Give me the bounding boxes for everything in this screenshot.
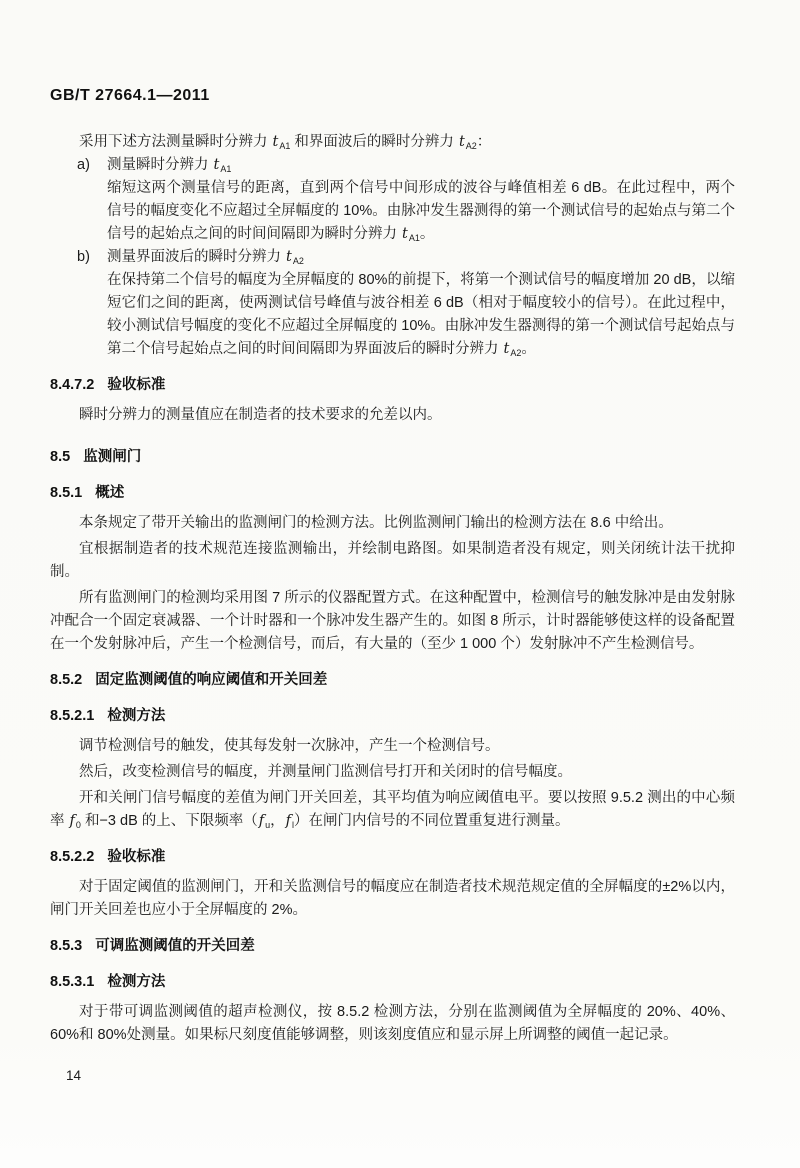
section-heading-8-5-2 [50,669,735,692]
paragraph: 对于固定阈值的监测闸门，开和关监测信号的幅度应在制造者技术规范规定值的全屏幅度的±2%以内，闸门开关回差也应小于全屏幅度的 2%。 [50,879,735,918]
intro-paragraph: 采用下述方法测量瞬时分辨力 $t_{A1}$ 和界面波后的瞬时分辨力 $t_{A2}$： [79,134,492,151]
list-item-b [50,246,735,361]
section-title: 监测闸门 [83,449,142,465]
section-number: 8.5.3.1 [50,974,95,990]
list-marker-b: b) [77,249,90,265]
paragraph: 宜根据制造者的技术规范连接监测输出，并绘制电路图。如果制造者没有规定，则关闭统计法干扰抑制。 [50,541,735,580]
section-number: 8.4.7.2 [50,377,95,393]
standard-number-header: GB/T 27664.1—2011 [50,87,210,104]
section-heading-8-5-3 [50,935,735,958]
section-number: 8.5 [50,449,71,465]
section-heading-8-5-3-1 [50,971,735,994]
section-heading-8-5-2-1 [50,705,735,728]
list-item-b-body: 在保持第二个信号的幅度为全屏幅度的 80%的前提下，将第一个测试信号的幅度增加 20 dB，以缩短它们之间的距离，使两测试信号峰值与波谷相差 6 dB（相对于幅度较小的信号）。在此过程中，较小测试信号幅度的变化不应超过全屏幅度的 10%。由脉冲发生器测得的第一个测试信号起始点与第二个信号起始点之间的时间间隔即为界面波后的瞬时分辨力 $t_{A2}$。 [107,272,735,358]
section-heading-8-5-1 [50,482,735,505]
section-title: 概述 [95,485,125,501]
list-marker-a: a) [77,157,90,173]
page-number: 14 [66,1068,82,1083]
section-title: 验收标准 [107,377,166,393]
section-title: 检测方法 [107,708,166,724]
paragraph: 本条规定了带开关输出的监测闸门的检测方法。比例监测闸门输出的检测方法在 8.6 中给出。 [79,515,673,531]
section-number: 8.5.3 [50,938,83,954]
section-title: 验收标准 [107,849,166,865]
list-item-b-label: 测量界面波后的瞬时分辨力 $t_{A2}$ [107,249,304,266]
list-item-a [50,154,735,246]
section-number: 8.5.2 [50,672,83,688]
list-item-a-label: 测量瞬时分辨力 $t_{A1}$ [107,157,232,174]
section-title: 可调监测阈值的开关回差 [95,938,255,954]
section-heading-8-5 [50,446,735,469]
paragraph: 所有监测闸门的检测均采用图 7 所示的仪器配置方式。在这种配置中，检测信号的触发脉冲是由发射脉冲配合一个固定衰减器、一个计时器和一个脉冲发生器产生的。如图 8 所示，计时器能够使这样的设备配置在一个发射脉冲后，产生一个检测信号，而后，有大量的（至少 1 000 个）发射脉冲不产生检测信号。 [50,590,735,652]
paragraph: 然后，改变检测信号的幅度，并测量闸门监测信号打开和关闭时的信号幅度。 [79,764,572,780]
section-title: 固定监测阈值的响应阈值和开关回差 [95,672,328,688]
list-item-a-body: 缩短这两个测量信号的距离，直到两个信号中间形成的波谷与峰值相差 6 dB。在此过程中，两个信号的幅度变化不应超过全屏幅度的 10%。由脉冲发生器测得的第一个测试信号的起始点与第二个信号的起始点之间的时间间隔即为瞬时分辨力 $t_{A1}$。 [107,180,735,243]
section-number: 8.5.2.2 [50,849,95,865]
paragraph: 调节检测信号的触发，使其每发射一次脉冲，产生一个检测信号。 [79,738,500,754]
document-body [50,131,735,1047]
paragraph: 瞬时分辨力的测量值应在制造者的技术要求的允差以内。 [79,407,442,423]
section-heading-8-5-2-2 [50,846,735,869]
section-number: 8.5.1 [50,485,83,501]
paragraph: 对于带可调监测阈值的超声检测仪，按 8.5.2 检测方法，分别在监测阈值为全屏幅度的 20%、40%、60%和 80%处测量。如果标尺刻度值能够调整，则该刻度值应和显示屏上所调整的阈值一起记录。 [50,1004,735,1043]
section-heading-8-4-7-2 [50,374,735,397]
section-title: 检测方法 [107,974,166,990]
section-number: 8.5.2.1 [50,708,95,724]
paragraph: 开和关闸门信号幅度的差值为闸门开关回差，其平均值为响应阈值电平。要以按照 9.5.2 测出的中心频率 $f_0$ 和−3 dB 的上、下限频率（$f_u$，$f_l$）在闸门内信号的不同位置重复进行测量。 [50,790,735,830]
